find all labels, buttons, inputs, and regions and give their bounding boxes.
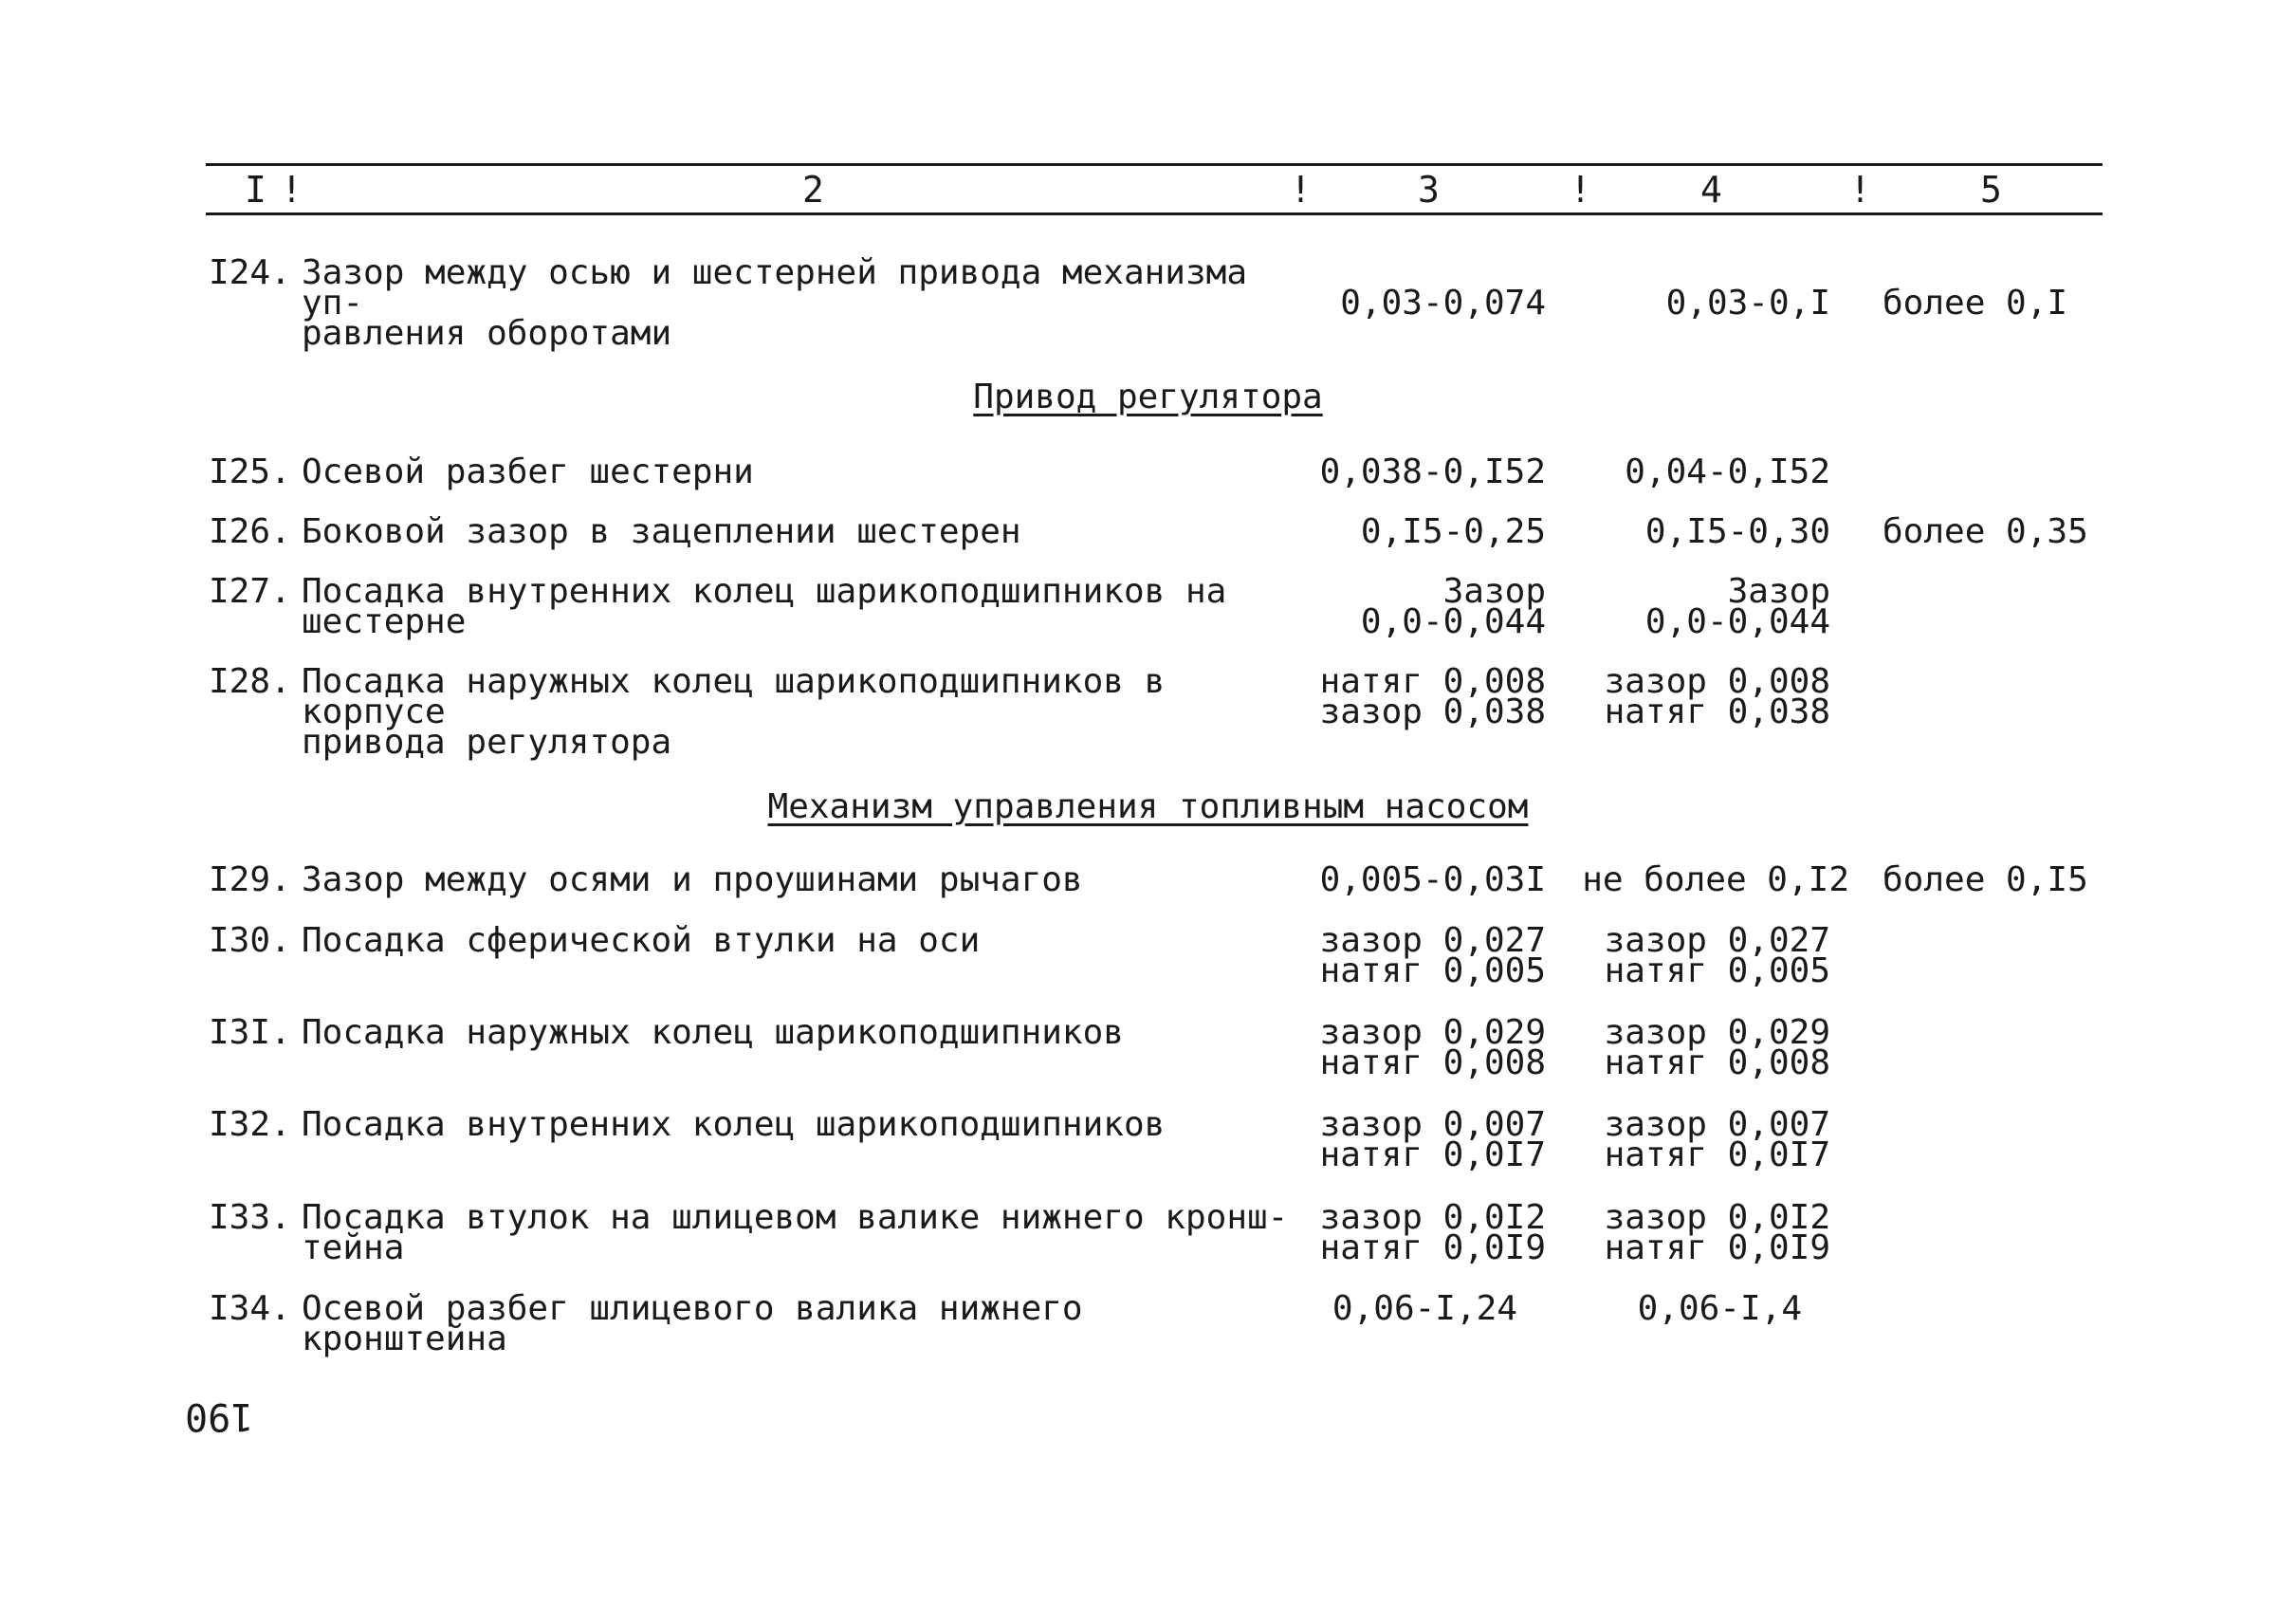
row-number: I32. (209, 1105, 291, 1144)
header-col1: I (245, 169, 266, 211)
row-col4-value: зазор 0,029 натяг 0,008 (1604, 1013, 1830, 1082)
row-col5-value: более 0,35 (1883, 512, 2088, 551)
row-col3-value: зазор 0,0I2 натяг 0,0I9 (1319, 1198, 1546, 1267)
row-number: I34. (209, 1289, 291, 1328)
row-number: I25. (209, 452, 291, 491)
row-col3-value: 0,038-0,I52 (1319, 452, 1546, 491)
row-description: Посадка втулок на шлицевом валике нижнего кронш- тейна (302, 1198, 1289, 1267)
row-col4-value: зазор 0,027 натяг 0,005 (1604, 921, 1830, 990)
row-col3-value: зазор 0,027 натяг 0,005 (1319, 921, 1546, 990)
row-number: I29. (209, 860, 291, 899)
row-col4-value: 0,06-I,4 (1637, 1289, 1802, 1328)
section-heading-fuel-pump-mechanism: Механизм управления топливным насосом (767, 787, 1529, 826)
header-separator: ! (281, 169, 303, 211)
row-description: Осевой разбег шлицевого валика нижнего кронштейна (302, 1289, 1083, 1358)
row-col4-value: 0,I5-0,30 (1644, 512, 1830, 551)
page-number: 190 (185, 1394, 254, 1438)
row-col3-value: Зазор 0,0-0,044 (1360, 572, 1546, 641)
header-col3: 3 (1418, 169, 1440, 211)
header-separator: ! (1570, 169, 1591, 211)
row-number: I30. (209, 921, 291, 960)
row-number: I28. (209, 662, 291, 701)
row-description: Зазор между осями и проушинами рычагов (302, 860, 1083, 899)
row-description: Посадка сферической втулки на оси (302, 921, 981, 960)
row-col4-value: зазор 0,0I2 натяг 0,0I9 (1604, 1198, 1830, 1267)
header-separator: ! (1849, 169, 1871, 211)
row-number: I27. (209, 572, 291, 611)
row-col4-value: зазор 0,007 натяг 0,0I7 (1604, 1105, 1830, 1174)
row-col3-value: 0,005-0,03I (1319, 860, 1546, 899)
row-col5-value: более 0,I5 (1883, 860, 2088, 899)
row-number: I3I. (209, 1013, 291, 1052)
header-col5: 5 (1980, 169, 2002, 211)
row-description: Посадка внутренних колец шарикоподшипников на шестерне (302, 572, 1227, 641)
row-number: I33. (209, 1198, 291, 1237)
header-col2: 2 (802, 169, 824, 211)
row-col3-value: 0,I5-0,25 (1360, 512, 1546, 551)
section-heading-regulator-drive: Привод регулятора (973, 378, 1323, 416)
header-separator: ! (1290, 169, 1312, 211)
row-col5-value: более 0,I (1883, 284, 2068, 323)
header-col4: 4 (1700, 169, 1722, 211)
row-description: Осевой разбег шестерни (302, 452, 754, 491)
header-top-rule (206, 163, 2103, 166)
row-col3-value: натяг 0,008 зазор 0,038 (1319, 662, 1546, 731)
row-col3-value: зазор 0,029 натяг 0,008 (1319, 1013, 1546, 1082)
row-description: Боковой зазор в зацеплении шестерен (302, 512, 1021, 551)
row-col4-value: не более 0,I2 (1582, 860, 1849, 899)
header-bottom-rule (206, 212, 2103, 215)
row-col4-value: Зазор 0,0-0,044 (1644, 572, 1830, 641)
row-col4-value: зазор 0,008 натяг 0,038 (1604, 662, 1830, 731)
row-col3-value: зазор 0,007 натяг 0,0I7 (1319, 1105, 1546, 1174)
row-col3-value: 0,03-0,074 (1340, 284, 1546, 323)
row-number: I24. (209, 253, 291, 292)
row-number: I26. (209, 512, 291, 551)
row-col4-value: 0,03-0,I (1665, 284, 1830, 323)
row-description: Посадка внутренних колец шарикоподшипников (302, 1105, 1166, 1144)
row-description: Посадка наружных колец шарикоподшипников (302, 1013, 1124, 1052)
row-description: Посадка наружных колец шарикоподшипников в корпусе привода регулятора (302, 662, 1166, 762)
row-col3-value: 0,06-I,24 (1332, 1289, 1517, 1328)
row-col4-value: 0,04-0,I52 (1625, 452, 1830, 491)
row-description: Зазор между осью и шестерней привода механизма уп- равления оборотами (302, 253, 1247, 353)
